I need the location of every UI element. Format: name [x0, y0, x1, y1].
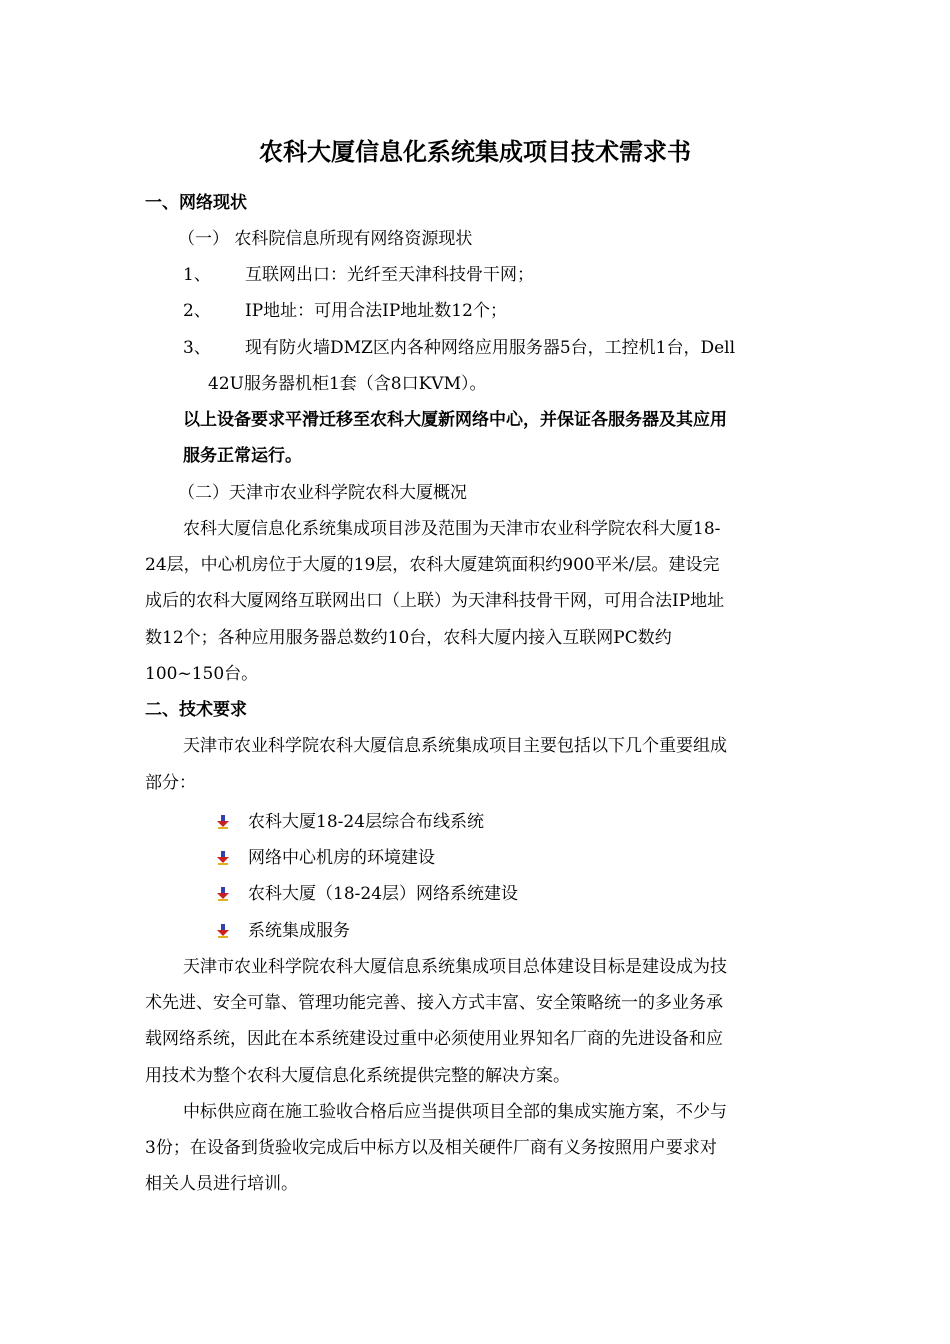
bullet-item: 农科大厦（18-24层）网络系统建设	[248, 884, 519, 904]
bullet-item: 网络中心机房的环境建设	[248, 848, 435, 868]
list-item-number: 1、	[183, 265, 211, 285]
sub2-para-line: 成后的农科大厦网络互联网出口（上联）为天津科技骨干网，可用合法IP地址	[145, 591, 725, 611]
section2-para3-line: 3份；在设备到货验收完成后中标方以及相关硬件厂商有义务按照用户要求对	[145, 1138, 717, 1158]
list-item-2	[183, 299, 507, 323]
sub2-heading: （二）天津市农业科学院农科大厦概况	[178, 483, 467, 503]
emphasis-line-1: 以上设备要求平滑迁移至农科大厦新网络中心，并保证各服务器及其应用	[183, 410, 727, 430]
section2-para2-line: 天津市农业科学院农科大厦信息系统集成项目总体建设目标是建设成为技	[183, 957, 727, 977]
sub2-para-line: 100~150台。	[145, 664, 259, 684]
arrow-bullet-icon	[216, 887, 230, 901]
list-item-number: 3、	[183, 338, 211, 358]
arrow-bullet-icon	[216, 924, 230, 938]
section1-heading: 一、网络现状	[145, 193, 247, 213]
sub2-para-line: 24层，中心机房位于大厦的19层，农科大厦建筑面积约900平米/层。建设完	[145, 555, 720, 575]
bullet-item: 系统集成服务	[248, 921, 350, 941]
section2-intro-line: 天津市农业科学院农科大厦信息系统集成项目主要包括以下几个重要组成	[183, 736, 727, 756]
list-item-text: IP地址：可用合法IP地址数12个；	[245, 301, 507, 321]
list-item-3-continuation: 42U服务器机柜1套（含8口KVM）。	[208, 374, 487, 394]
sub2-para-line: 农科大厦信息化系统集成项目涉及范围为天津市农业科学院农科大厦18-	[183, 519, 721, 539]
list-item-text: 现有防火墙DMZ区内各种网络应用服务器5台，工控机1台，Dell	[245, 338, 736, 358]
section2-para2-line: 术先进、安全可靠、管理功能完善、接入方式丰富、安全策略统一的多业务承	[145, 993, 723, 1013]
list-item-1	[183, 263, 534, 287]
section2-intro-line: 部分：	[145, 773, 196, 793]
section2-para3-line: 相关人员进行培训。	[145, 1174, 298, 1194]
arrow-bullet-icon	[216, 851, 230, 865]
section2-heading: 二、技术要求	[145, 700, 247, 720]
section2-para2-line: 用技术为整个农科大厦信息化系统提供完整的解决方案。	[145, 1066, 570, 1086]
arrow-bullet-icon	[216, 815, 230, 829]
sub1-heading: （一） 农科院信息所现有网络资源现状	[178, 229, 473, 249]
sub2-para-line: 数12个；各种应用服务器总数约10台，农科大厦内接入互联网PC数约	[145, 628, 672, 648]
list-item-text: 互联网出口：光纤至天津科技骨干网；	[245, 265, 534, 285]
list-item-3	[183, 336, 735, 360]
document-title: 农科大厦信息化系统集成项目技术需求书	[259, 138, 691, 166]
list-item-number: 2、	[183, 301, 211, 321]
emphasis-line-2: 服务正常运行。	[183, 446, 302, 466]
section2-para3-line: 中标供应商在施工验收合格后应当提供项目全部的集成实施方案，不少与	[183, 1102, 727, 1122]
bullet-item: 农科大厦18-24层综合布线系统	[248, 812, 485, 832]
section2-para2-line: 载网络系统，因此在本系统建设过重中必须使用业界知名厂商的先进设备和应	[145, 1029, 723, 1049]
